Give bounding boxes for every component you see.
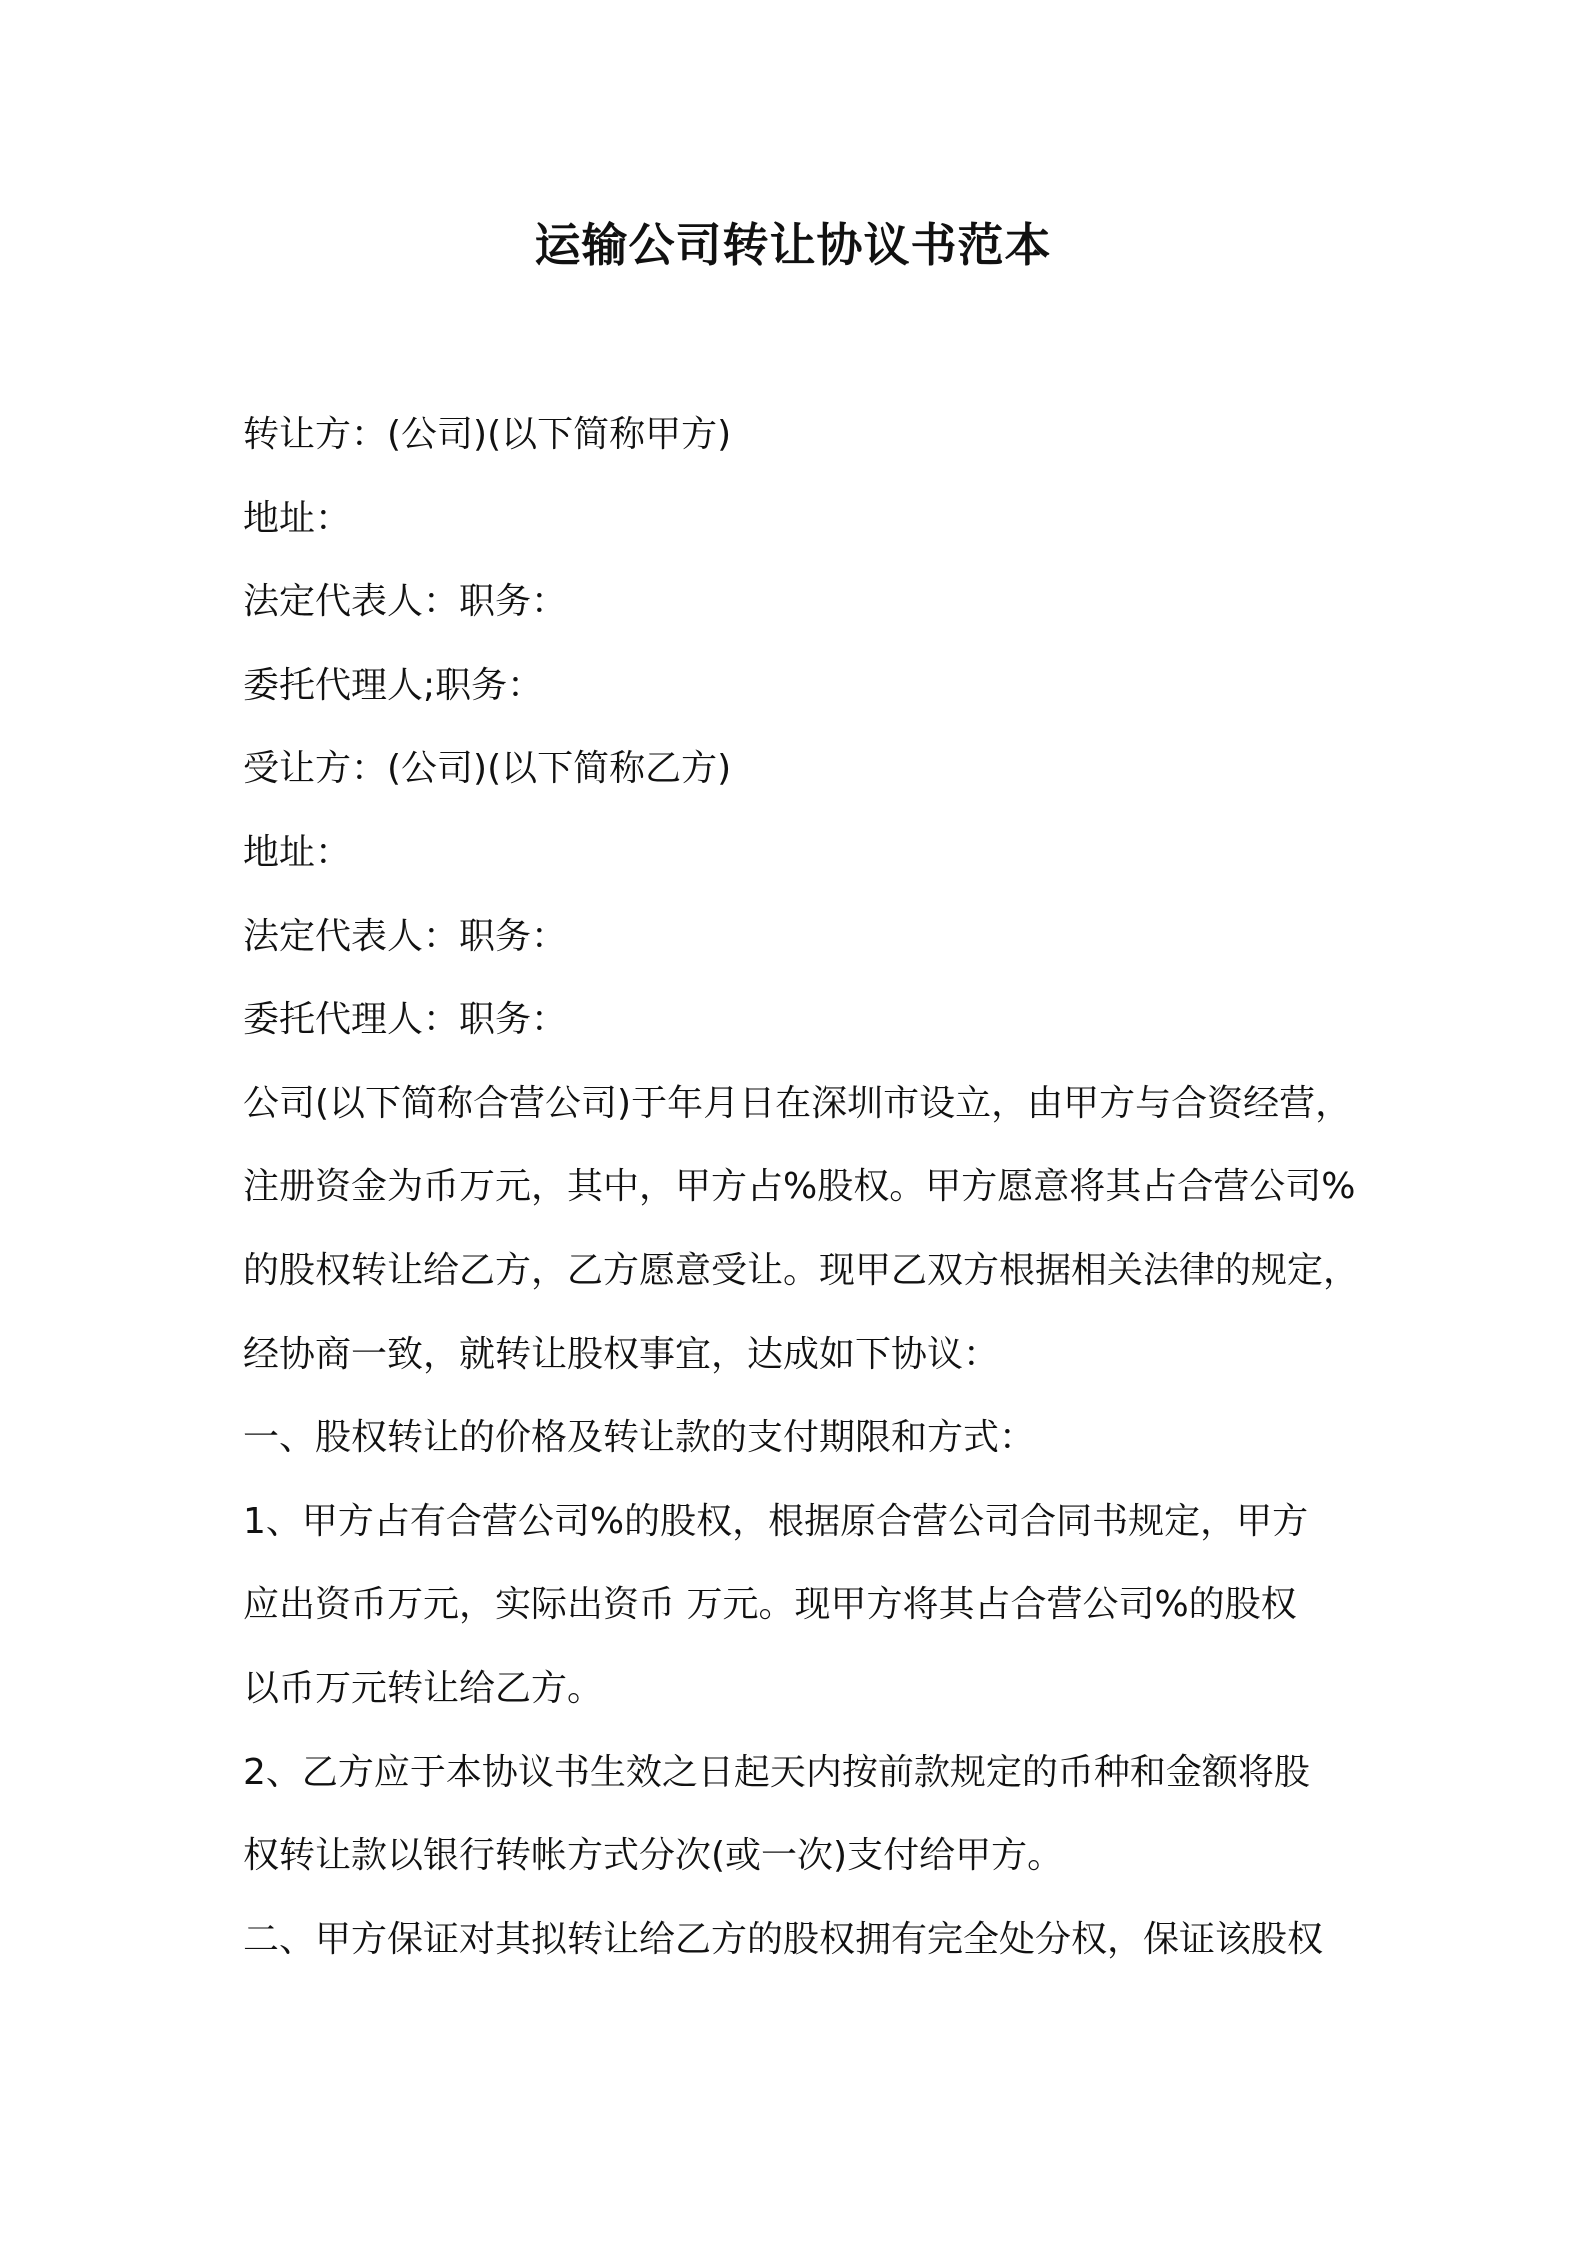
section-heading-1: 一、股权转让的价格及转让款的支付期限和方式： <box>243 1417 1036 1459</box>
document-body <box>243 405 1363 1993</box>
party-b-address-line: 地址： <box>243 831 352 873</box>
paragraph-line: 注册资金为币万元，其中，甲方占%股权。甲方愿意将其占合营公司% <box>243 1166 1356 1208</box>
clause-1-line: 应出资币万元，实际出资币 万元。现甲方将其占合营公司%的股权 <box>243 1584 1297 1626</box>
paragraph-line: 经协商一致，就转让股权事宜，达成如下协议： <box>243 1333 1000 1375</box>
document-title: 运输公司转让协议书范本 <box>534 218 1052 272</box>
party-a-legal-rep-line: 法定代表人：职务： <box>243 581 568 623</box>
party-a-address-line: 地址： <box>243 497 352 539</box>
party-b-line: 受让方：(公司)(以下简称乙方) <box>243 748 732 790</box>
clause-1-line: 1、甲方占有合营公司%的股权，根据原合营公司合同书规定，甲方 <box>243 1500 1309 1542</box>
paragraph-line: 公司(以下简称合营公司)于年月日在深圳市设立，由甲方与合资经营， <box>243 1082 1352 1124</box>
party-b-legal-rep-line: 法定代表人：职务： <box>243 915 568 957</box>
paragraph-line: 的股权转让给乙方，乙方愿意受让。现甲乙双方根据相关法律的规定， <box>243 1249 1360 1291</box>
section-heading-2: 二、甲方保证对其拟转让给乙方的股权拥有完全处分权，保证该股权 <box>243 1918 1324 1960</box>
party-b-agent-line: 委托代理人：职务： <box>243 999 568 1041</box>
clause-2-line: 2、乙方应于本协议书生效之日起天内按前款规定的币种和金额将股 <box>243 1751 1310 1793</box>
party-a-agent-line: 委托代理人;职务： <box>243 664 544 706</box>
clause-1-line: 以币万元转让给乙方。 <box>243 1667 604 1709</box>
party-a-line: 转让方：(公司)(以下简称甲方) <box>243 414 732 455</box>
clause-2-line: 权转让款以银行转帐方式分次(或一次)支付给甲方。 <box>243 1835 1064 1877</box>
